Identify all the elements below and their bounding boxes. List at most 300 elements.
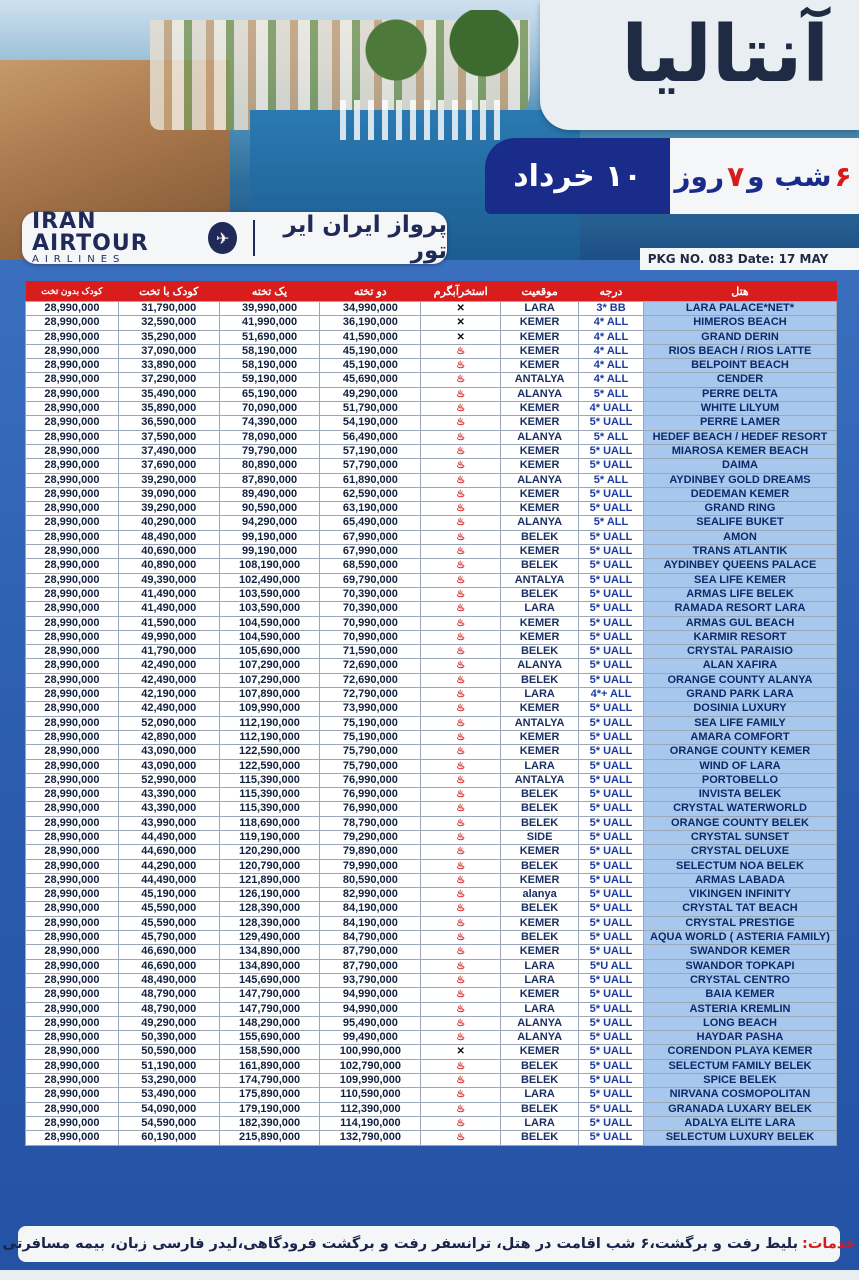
child-with-bed-cell: 42,490,000 <box>118 673 219 687</box>
double-cell: 65,490,000 <box>320 516 421 530</box>
header-pool: استخرآبگرم <box>421 281 501 302</box>
pool-icon: ♨ <box>421 1059 501 1073</box>
location-cell: KEMER <box>501 459 579 473</box>
grade-cell: 5* ALL <box>579 430 644 444</box>
child-no-bed-cell: 28,990,000 <box>26 902 119 916</box>
child-with-bed-cell: 48,790,000 <box>118 988 219 1002</box>
hotel-cell: GRAND DERIN <box>643 330 836 344</box>
grade-cell: 4* ALL <box>579 344 644 358</box>
double-cell: 68,590,000 <box>320 559 421 573</box>
single-cell: 99,190,000 <box>219 530 320 544</box>
pool-icon: ♨ <box>421 1031 501 1045</box>
child-no-bed-cell: 28,990,000 <box>26 330 119 344</box>
child-no-bed-cell: 28,990,000 <box>26 859 119 873</box>
grade-cell: 5* UALL <box>579 988 644 1002</box>
airline-banner <box>22 209 447 265</box>
hotel-cell: CRYSTAL PARAISIO <box>643 645 836 659</box>
boats-shape <box>340 100 500 140</box>
grade-cell: 5* UALL <box>579 802 644 816</box>
grade-cell: 5* UALL <box>579 1074 644 1088</box>
grade-cell: 5* UALL <box>579 816 644 830</box>
grade-cell: 5* UALL <box>579 788 644 802</box>
child-with-bed-cell: 60,190,000 <box>118 1131 219 1145</box>
location-cell: LARA <box>501 302 579 316</box>
pool-icon: ♨ <box>421 444 501 458</box>
hotel-cell: CRYSTAL PRESTIGE <box>643 916 836 930</box>
table-row <box>26 1116 837 1130</box>
hotel-cell: GRANADA LUXARY BELEK <box>643 1102 836 1116</box>
grade-cell: 5* UALL <box>579 587 644 601</box>
hotel-cell: BELPOINT BEACH <box>643 359 836 373</box>
child-no-bed-cell: 28,990,000 <box>26 1045 119 1059</box>
location-cell: ALANYA <box>501 430 579 444</box>
double-cell: 109,990,000 <box>320 1074 421 1088</box>
double-cell: 93,790,000 <box>320 973 421 987</box>
pool-icon: ♨ <box>421 387 501 401</box>
child-with-bed-cell: 44,290,000 <box>118 859 219 873</box>
table-row <box>26 959 837 973</box>
location-cell: BELEK <box>501 788 579 802</box>
location-cell: BELEK <box>501 559 579 573</box>
child-with-bed-cell: 48,490,000 <box>118 530 219 544</box>
grade-cell: 5* UALL <box>579 730 644 744</box>
pool-icon: ♨ <box>421 359 501 373</box>
child-no-bed-cell: 28,990,000 <box>26 1016 119 1030</box>
child-no-bed-cell: 28,990,000 <box>26 1116 119 1130</box>
no-pool-icon: ✕ <box>421 330 501 344</box>
pool-icon: ♨ <box>421 788 501 802</box>
location-cell: KEMER <box>501 916 579 930</box>
double-cell: 99,490,000 <box>320 1031 421 1045</box>
single-cell: 121,890,000 <box>219 873 320 887</box>
single-cell: 129,490,000 <box>219 931 320 945</box>
hotel-cell: CRYSTAL CENTRO <box>643 973 836 987</box>
location-cell: KEMER <box>501 402 579 416</box>
grade-cell: 5* UALL <box>579 1045 644 1059</box>
table-row <box>26 659 837 673</box>
single-cell: 147,790,000 <box>219 988 320 1002</box>
location-cell: LARA <box>501 973 579 987</box>
double-cell: 80,590,000 <box>320 873 421 887</box>
table-row <box>26 745 837 759</box>
double-cell: 102,790,000 <box>320 1059 421 1073</box>
location-cell: KEMER <box>501 745 579 759</box>
table-row <box>26 873 837 887</box>
table-row <box>26 516 837 530</box>
single-cell: 79,790,000 <box>219 444 320 458</box>
double-cell: 75,790,000 <box>320 745 421 759</box>
child-with-bed-cell: 37,090,000 <box>118 344 219 358</box>
hotel-cell: DAIMA <box>643 459 836 473</box>
child-with-bed-cell: 37,690,000 <box>118 459 219 473</box>
hotel-cell: HIMEROS BEACH <box>643 316 836 330</box>
double-cell: 84,190,000 <box>320 916 421 930</box>
child-no-bed-cell: 28,990,000 <box>26 716 119 730</box>
pool-icon: ♨ <box>421 430 501 444</box>
hotel-cell: ORANGE COUNTY BELEK <box>643 816 836 830</box>
table-row <box>26 330 837 344</box>
table-row <box>26 1016 837 1030</box>
child-no-bed-cell: 28,990,000 <box>26 702 119 716</box>
grade-cell: 5*U ALL <box>579 959 644 973</box>
location-cell: LARA <box>501 1002 579 1016</box>
hotel-cell: CRYSTAL TAT BEACH <box>643 902 836 916</box>
single-cell: 115,390,000 <box>219 773 320 787</box>
pool-icon: ♨ <box>421 630 501 644</box>
location-cell: SIDE <box>501 830 579 844</box>
hotel-cell: GRAND PARK LARA <box>643 688 836 702</box>
pool-icon: ♨ <box>421 1016 501 1030</box>
location-cell: KEMER <box>501 444 579 458</box>
child-with-bed-cell: 33,890,000 <box>118 359 219 373</box>
double-cell: 45,190,000 <box>320 344 421 358</box>
pool-icon: ♨ <box>421 959 501 973</box>
grade-cell: 5* UALL <box>579 502 644 516</box>
child-with-bed-cell: 40,290,000 <box>118 516 219 530</box>
pool-icon: ♨ <box>421 545 501 559</box>
double-cell: 82,990,000 <box>320 888 421 902</box>
double-cell: 51,790,000 <box>320 402 421 416</box>
child-with-bed-cell: 41,490,000 <box>118 587 219 601</box>
table-row <box>26 444 837 458</box>
location-cell: ALANYA <box>501 473 579 487</box>
child-with-bed-cell: 53,290,000 <box>118 1074 219 1088</box>
location-cell: KEMER <box>501 359 579 373</box>
child-with-bed-cell: 43,090,000 <box>118 759 219 773</box>
single-cell: 80,890,000 <box>219 459 320 473</box>
double-cell: 56,490,000 <box>320 430 421 444</box>
double-cell: 70,390,000 <box>320 602 421 616</box>
table-row <box>26 1074 837 1088</box>
double-cell: 45,690,000 <box>320 373 421 387</box>
hotel-cell: SELECTUM FAMILY BELEK <box>643 1059 836 1073</box>
child-with-bed-cell: 43,390,000 <box>118 802 219 816</box>
hotel-cell: ALAN XAFIRA <box>643 659 836 673</box>
pool-icon: ♨ <box>421 1102 501 1116</box>
table-row <box>26 888 837 902</box>
pool-icon: ♨ <box>421 888 501 902</box>
double-cell: 34,990,000 <box>320 302 421 316</box>
child-no-bed-cell: 28,990,000 <box>26 845 119 859</box>
pool-icon: ♨ <box>421 473 501 487</box>
double-cell: 76,990,000 <box>320 802 421 816</box>
location-cell: ANTALYA <box>501 573 579 587</box>
child-with-bed-cell: 48,790,000 <box>118 1002 219 1016</box>
pool-icon: ♨ <box>421 1002 501 1016</box>
table-body <box>26 302 837 1146</box>
double-cell: 36,190,000 <box>320 316 421 330</box>
grade-cell: 5* UALL <box>579 673 644 687</box>
single-cell: 119,190,000 <box>219 830 320 844</box>
pool-icon: ♨ <box>421 802 501 816</box>
pool-icon: ♨ <box>421 902 501 916</box>
header-location: موقعیت <box>501 281 579 302</box>
grade-cell: 5* UALL <box>579 773 644 787</box>
grade-cell: 5* UALL <box>579 902 644 916</box>
grade-cell: 5* UALL <box>579 487 644 501</box>
grade-cell: 5* UALL <box>579 1031 644 1045</box>
hotel-cell: NIRVANA COSMOPOLITAN <box>643 1088 836 1102</box>
pool-icon: ♨ <box>421 830 501 844</box>
header-hotel: هتل <box>643 281 836 302</box>
hotel-cell: ARMAS GUL BEACH <box>643 616 836 630</box>
double-cell: 112,390,000 <box>320 1102 421 1116</box>
double-cell: 84,190,000 <box>320 902 421 916</box>
pool-icon: ♨ <box>421 1074 501 1088</box>
single-cell: 175,890,000 <box>219 1088 320 1102</box>
single-cell: 103,590,000 <box>219 602 320 616</box>
table-row <box>26 430 837 444</box>
table-row <box>26 359 837 373</box>
hotel-cell: SWANDOR TOPKAPI <box>643 959 836 973</box>
single-cell: 103,590,000 <box>219 587 320 601</box>
hotel-cell: LARA PALACE*NET* <box>643 302 836 316</box>
table-row <box>26 902 837 916</box>
package-number: PKG NO. 083 Date: 17 MAY <box>640 248 836 270</box>
child-no-bed-cell: 28,990,000 <box>26 931 119 945</box>
child-no-bed-cell: 28,990,000 <box>26 416 119 430</box>
pool-icon: ♨ <box>421 1131 501 1145</box>
child-no-bed-cell: 28,990,000 <box>26 516 119 530</box>
double-cell: 132,790,000 <box>320 1131 421 1145</box>
child-no-bed-cell: 28,990,000 <box>26 573 119 587</box>
location-cell: BELEK <box>501 902 579 916</box>
grade-cell: 5* UALL <box>579 616 644 630</box>
child-with-bed-cell: 45,590,000 <box>118 902 219 916</box>
child-with-bed-cell: 41,590,000 <box>118 616 219 630</box>
location-cell: LARA <box>501 759 579 773</box>
single-cell: 104,590,000 <box>219 630 320 644</box>
grade-cell: 5* UALL <box>579 573 644 587</box>
pool-icon: ♨ <box>421 502 501 516</box>
location-cell: alanya <box>501 888 579 902</box>
child-no-bed-cell: 28,990,000 <box>26 1102 119 1116</box>
single-cell: 147,790,000 <box>219 1002 320 1016</box>
grade-cell: 5* UALL <box>579 859 644 873</box>
pool-icon: ♨ <box>421 402 501 416</box>
child-with-bed-cell: 50,590,000 <box>118 1045 219 1059</box>
pool-icon: ♨ <box>421 373 501 387</box>
location-cell: LARA <box>501 688 579 702</box>
double-cell: 87,790,000 <box>320 959 421 973</box>
double-cell: 49,290,000 <box>320 387 421 401</box>
location-cell: ANTALYA <box>501 716 579 730</box>
airline-sub-en: AIRLINES <box>32 254 126 265</box>
child-with-bed-cell: 45,590,000 <box>118 916 219 930</box>
location-cell: KEMER <box>501 344 579 358</box>
child-no-bed-cell: 28,990,000 <box>26 988 119 1002</box>
child-no-bed-cell: 28,990,000 <box>26 616 119 630</box>
child-with-bed-cell: 40,690,000 <box>118 545 219 559</box>
hotel-cell: DEDEMAN KEMER <box>643 487 836 501</box>
table-row <box>26 602 837 616</box>
hotel-cell: KARMIR RESORT <box>643 630 836 644</box>
child-no-bed-cell: 28,990,000 <box>26 487 119 501</box>
pool-icon: ♨ <box>421 688 501 702</box>
single-cell: 108,190,000 <box>219 559 320 573</box>
grade-cell: 5* UALL <box>579 416 644 430</box>
grade-cell: 4* ALL <box>579 359 644 373</box>
single-cell: 87,890,000 <box>219 473 320 487</box>
location-cell: LARA <box>501 1088 579 1102</box>
child-no-bed-cell: 28,990,000 <box>26 888 119 902</box>
grade-cell: 5* UALL <box>579 1088 644 1102</box>
child-no-bed-cell: 28,990,000 <box>26 973 119 987</box>
child-no-bed-cell: 28,990,000 <box>26 1088 119 1102</box>
table-row <box>26 688 837 702</box>
single-cell: 78,090,000 <box>219 430 320 444</box>
child-with-bed-cell: 54,090,000 <box>118 1102 219 1116</box>
pool-icon: ♨ <box>421 673 501 687</box>
hotel-cell: RIOS BEACH / RIOS LATTE <box>643 344 836 358</box>
grade-cell: 5* UALL <box>579 716 644 730</box>
table-row <box>26 988 837 1002</box>
table-row <box>26 630 837 644</box>
child-with-bed-cell: 49,990,000 <box>118 630 219 644</box>
double-cell: 72,690,000 <box>320 673 421 687</box>
child-with-bed-cell: 35,890,000 <box>118 402 219 416</box>
double-cell: 70,990,000 <box>320 616 421 630</box>
single-cell: 99,190,000 <box>219 545 320 559</box>
double-cell: 76,990,000 <box>320 788 421 802</box>
single-cell: 105,690,000 <box>219 645 320 659</box>
double-cell: 71,590,000 <box>320 645 421 659</box>
location-cell: ANTALYA <box>501 373 579 387</box>
location-cell: LARA <box>501 602 579 616</box>
airline-name-fa: پرواز ایران ایر تور <box>283 212 447 264</box>
table-row <box>26 945 837 959</box>
location-cell: LARA <box>501 959 579 973</box>
pool-icon: ♨ <box>421 916 501 930</box>
single-cell: 94,290,000 <box>219 516 320 530</box>
double-cell: 76,990,000 <box>320 773 421 787</box>
child-no-bed-cell: 28,990,000 <box>26 444 119 458</box>
child-with-bed-cell: 41,790,000 <box>118 645 219 659</box>
hotel-cell: AMON <box>643 530 836 544</box>
double-cell: 75,190,000 <box>320 730 421 744</box>
date-badge <box>485 138 670 214</box>
pool-icon: ♨ <box>421 659 501 673</box>
location-cell: KEMER <box>501 873 579 887</box>
pool-icon: ♨ <box>421 716 501 730</box>
hotel-cell: GRAND RING <box>643 502 836 516</box>
table-row <box>26 1059 837 1073</box>
hotel-cell: CRYSTAL DELUXE <box>643 845 836 859</box>
child-no-bed-cell: 28,990,000 <box>26 959 119 973</box>
hotel-cell: PERRE DELTA <box>643 387 836 401</box>
location-cell: KEMER <box>501 487 579 501</box>
hotel-cell: BAIA KEMER <box>643 988 836 1002</box>
location-cell: ALANYA <box>501 659 579 673</box>
location-cell: ALANYA <box>501 1031 579 1045</box>
hotel-cell: ARMAS LABADA <box>643 873 836 887</box>
child-no-bed-cell: 28,990,000 <box>26 602 119 616</box>
pool-icon: ♨ <box>421 730 501 744</box>
child-no-bed-cell: 28,990,000 <box>26 673 119 687</box>
hotel-cell: PORTOBELLO <box>643 773 836 787</box>
grade-cell: 4* ALL <box>579 373 644 387</box>
child-no-bed-cell: 28,990,000 <box>26 459 119 473</box>
child-with-bed-cell: 49,290,000 <box>118 1016 219 1030</box>
table-row <box>26 845 837 859</box>
location-cell: BELEK <box>501 645 579 659</box>
grade-cell: 4*+ ALL <box>579 688 644 702</box>
child-with-bed-cell: 42,890,000 <box>118 730 219 744</box>
location-cell: ALANYA <box>501 516 579 530</box>
single-cell: 118,690,000 <box>219 816 320 830</box>
location-cell: KEMER <box>501 316 579 330</box>
double-cell: 110,590,000 <box>320 1088 421 1102</box>
pool-icon: ♨ <box>421 759 501 773</box>
single-cell: 107,290,000 <box>219 673 320 687</box>
child-with-bed-cell: 35,490,000 <box>118 387 219 401</box>
grade-cell: 5* UALL <box>579 659 644 673</box>
services-footer <box>2 1226 856 1262</box>
double-cell: 75,790,000 <box>320 759 421 773</box>
grade-cell: 5* UALL <box>579 444 644 458</box>
child-with-bed-cell: 42,490,000 <box>118 659 219 673</box>
pool-icon: ♨ <box>421 516 501 530</box>
double-cell: 94,990,000 <box>320 988 421 1002</box>
table-row <box>26 616 837 630</box>
hotel-cell: SWANDOR KEMER <box>643 945 836 959</box>
double-cell: 57,190,000 <box>320 444 421 458</box>
table-row <box>26 416 837 430</box>
double-cell: 70,990,000 <box>320 630 421 644</box>
single-cell: 102,490,000 <box>219 573 320 587</box>
single-cell: 215,890,000 <box>219 1131 320 1145</box>
single-cell: 39,990,000 <box>219 302 320 316</box>
hotel-cell: VIKINGEN INFINITY <box>643 888 836 902</box>
table-row <box>26 759 837 773</box>
child-no-bed-cell: 28,990,000 <box>26 344 119 358</box>
location-cell: KEMER <box>501 545 579 559</box>
child-no-bed-cell: 28,990,000 <box>26 759 119 773</box>
child-with-bed-cell: 41,490,000 <box>118 602 219 616</box>
hotel-cell: MIAROSA KEMER BEACH <box>643 444 836 458</box>
single-cell: 128,390,000 <box>219 902 320 916</box>
table-row <box>26 559 837 573</box>
hotel-cell: SPICE BELEK <box>643 1074 836 1088</box>
child-with-bed-cell: 52,990,000 <box>118 773 219 787</box>
grade-cell: 5* UALL <box>579 830 644 844</box>
hotel-cell: PERRE LAMER <box>643 416 836 430</box>
trees-shape <box>330 10 550 90</box>
single-cell: 107,290,000 <box>219 659 320 673</box>
services-label: خدمات: <box>802 1236 856 1252</box>
package-tail <box>836 248 859 270</box>
pool-icon: ♨ <box>421 945 501 959</box>
table-row <box>26 402 837 416</box>
header-child-with-bed: کودک با تخت <box>118 281 219 302</box>
table-row <box>26 530 837 544</box>
nights-word: شب و <box>747 159 832 193</box>
hotel-cell: HAYDAR PASHA <box>643 1031 836 1045</box>
child-no-bed-cell: 28,990,000 <box>26 659 119 673</box>
single-cell: 128,390,000 <box>219 916 320 930</box>
child-no-bed-cell: 28,990,000 <box>26 1074 119 1088</box>
grade-cell: 5* UALL <box>579 745 644 759</box>
hotel-cell: SELECTUM NOA BELEK <box>643 859 836 873</box>
pool-icon: ♨ <box>421 587 501 601</box>
grade-cell: 5* UALL <box>579 973 644 987</box>
child-no-bed-cell: 28,990,000 <box>26 630 119 644</box>
single-cell: 59,190,000 <box>219 373 320 387</box>
table-row <box>26 587 837 601</box>
hotel-cell: RAMADA RESORT LARA <box>643 602 836 616</box>
hotel-cell: WIND OF LARA <box>643 759 836 773</box>
location-cell: KEMER <box>501 330 579 344</box>
